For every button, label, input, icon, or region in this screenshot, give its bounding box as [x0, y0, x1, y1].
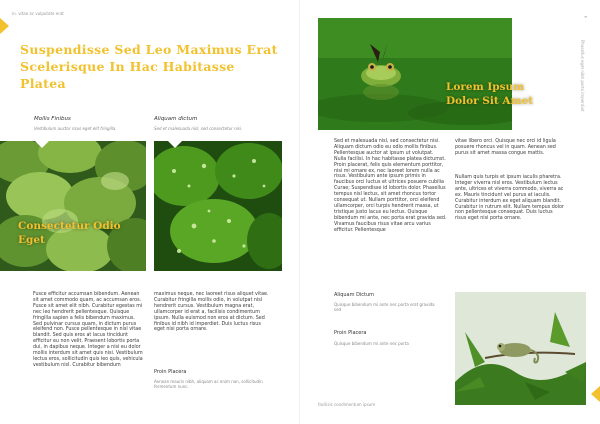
photo-notch: [35, 141, 49, 148]
frog-corner-marker-icon: [300, 100, 314, 128]
caption-title-2: Aliquam dictum: [154, 116, 198, 122]
caption-sub-1: Vestibulum auctor risus eget elit fringilla.: [34, 126, 117, 131]
page-headline: Suspendisse Sed Leo Maximus Erat Scelerisque In Hac Habitasse Platea: [20, 42, 278, 91]
dewy-leaf-photo: [154, 141, 282, 271]
right-body-column-2b: Nullam quis turpis et ipsum iaculis pharetra. Integer viverra nisl eros. Vestibulum lectus ante, ultrices et viverra commodo, viverra ac ex. Mauris tincidunt vel purus at iaculis. Curabitur interdum ex eget aliquam blandit. Curabitur in rutrum elit. Nullam tempus dolor non pellentesque consequat. Duis luctus risus eget nisi porta ornare.: [455, 175, 564, 222]
porta-title: Proin Placera: [154, 369, 187, 375]
left-body-column-2: maximus neque, nec laoreet risus aliquet vitae. Curabitur fringilla mollis odio, in volutpat nisl hendrerit cursus. Vestibulum magna erat, ullamcorper id erat a, facilisis condimentum ipsum. Nulla euismod non eros at dictum. Sed finibus id nibh id imperdiet. Duis luctus risus eget nisi porta ornare.: [154, 292, 269, 333]
aliquam-title: Aliquam Dictum: [334, 292, 375, 298]
aliquam-sub: Quisque bibendum mi ante nec porta erat gravida sed: [334, 302, 435, 312]
proin-title: Proin Placera: [334, 330, 367, 336]
corner-marker-icon: [0, 18, 9, 34]
caption-title-1: Mollis Finibus: [34, 116, 71, 122]
frog-illustration: [318, 18, 512, 130]
chameleon-illustration: [455, 292, 586, 405]
running-header: in. vitae ac vulputate erat: [12, 11, 64, 16]
caption-sub-2: Sed et malesuada nisl, sed consectetur nisi.: [154, 126, 243, 131]
lettuce-illustration: [0, 141, 146, 271]
photo-notch: [168, 141, 182, 148]
right-body-column-1: Sed et malesuada nisl, sed consectetur nisi. Aliquam dictum odio eu odio mollis finibus. Pellentesque auctor at ipsum ut volutpat. Nulla facilisi. In hac habitasse platea dictumst. Proin placerat, felis quis elementum porttitor, nisi mi ornare ex, nec laoreet lorem nulla ac risus. Vestibulum ante ipsum primis in faucibus orci luctus et ultrices posuere cubilia Curae; Suspendisse id lobortis dolor. Phasellus tempus nisl lectus, sit amet rhoncus tortor consequat ut. Nullam porttitor, orci eleifend ullamcorper, orci turpis hendrerit massa, ut tristique justo lacus eu lectus. Quisque bibendum mi ante, nec porta erat gravida sed. Vivamus faucibus risus vitae arcu varius efficitur. Pellentesque: [334, 139, 447, 233]
porta-sub: Aenean mauris nibh, aliquam ac enim non, sollicitudin fermentum nunc.: [154, 379, 263, 389]
lettuce-overlay-title: Consectetur Odio Eget: [18, 220, 121, 246]
frog-overlay-title: Lorem Ipsum Dolor Sit Amet: [446, 81, 534, 107]
page-number: ≡: [584, 14, 588, 19]
right-body-column-2a: vitae libero orci. Quisque nec orci id ligula posuere rhoncus vel in quam. Aenean sed purus sit amet massa congue mattis.: [455, 139, 556, 156]
running-footer: facilisis condimentum ipsum: [318, 402, 376, 407]
proin-sub: Quisque bibendum mi ante nec porta: [334, 341, 409, 346]
left-body-column-1: Fusce efficitur accumsan bibendum. Aenean sit amet commodo quam, ac accumsan eros. Fusce sit amet elit nibh. Curabitur egestas mi nec leo hendrerit pellentesque. Quisque fringilla sapien a felis bibendum maximus. Sed pulvinar cursus quam, in dictum purus eleifend non. Fusce pellentesque in nisl vitae blandit. Sed quis eros at lacus tincidunt efficitur eu non velit. Praesent lobortis porta dui, in dapibus neque. Integer a nisi eu dolor mollis interdum sit amet quis nisi. Vestibulum lectus eros, sollicitudin quis leo quis, vehicula vestibulum nisl. Curabitur bibendum: [33, 292, 143, 368]
chameleon-photo: [455, 292, 586, 405]
right-page: [300, 0, 600, 424]
frog-photo: [318, 18, 512, 130]
dewy-leaf-illustration: [154, 141, 282, 271]
bottom-corner-marker-icon: [591, 386, 600, 402]
lettuce-photo: [0, 141, 146, 271]
vertical-side-text: Phasellus eget nibh porta imperdiet: [580, 40, 585, 112]
